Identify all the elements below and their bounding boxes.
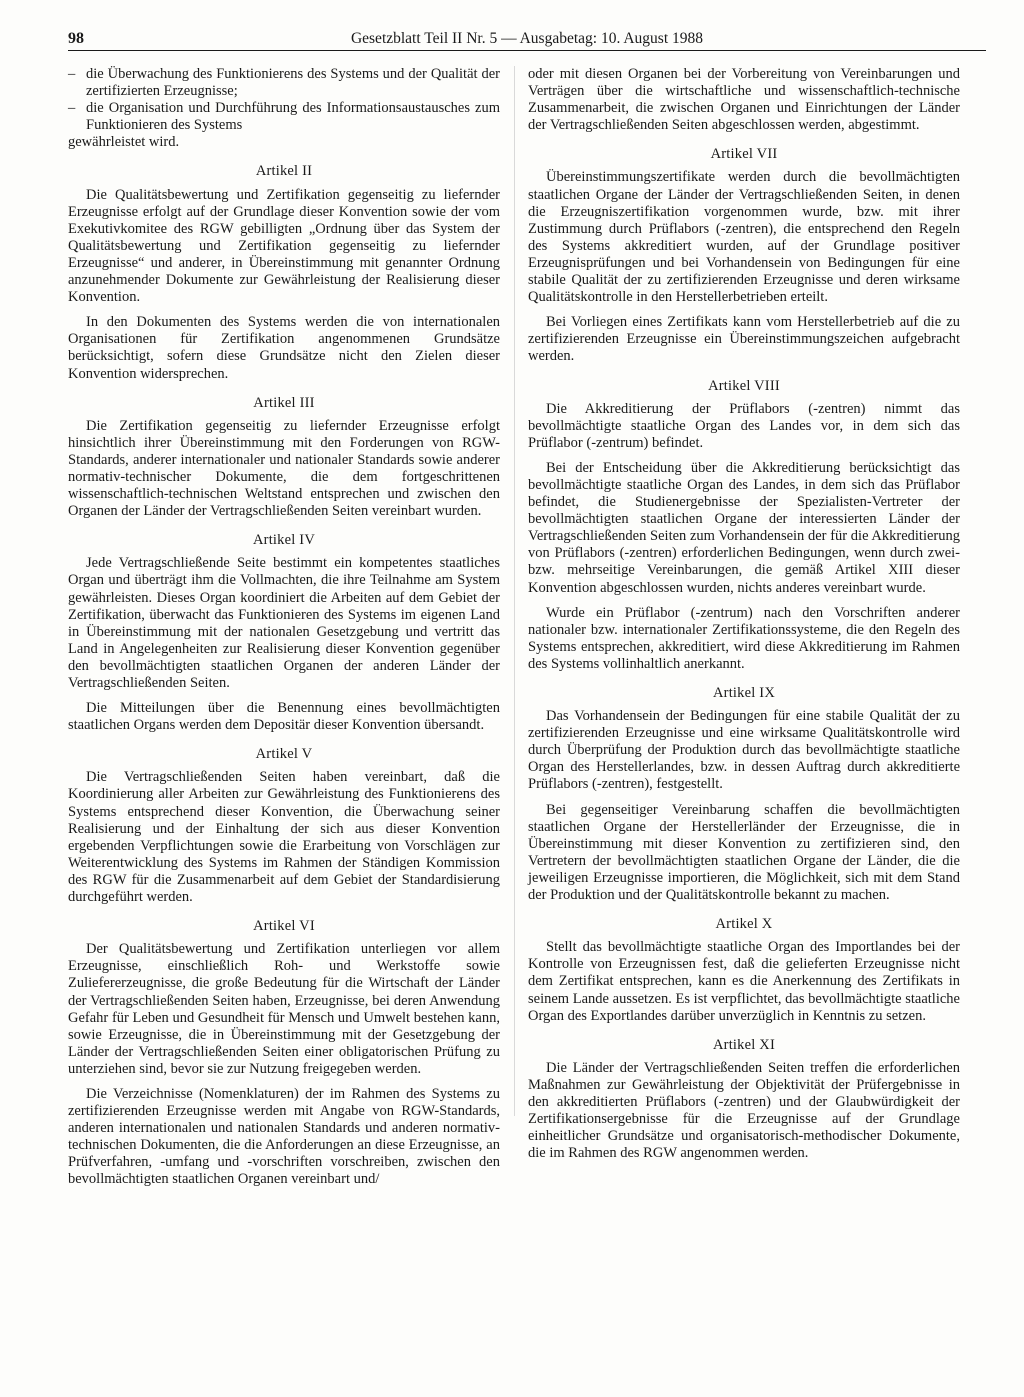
paragraph: Das Vorhandensein der Bedingungen für eine stabile Qualität der zu zertifizierenden Erzeugnisse und eine wirksame Qualitätskontrolle wird durch Überprüfung der Produktion durch das bevollmächtigte staatliche Organ des Herstellerlandes, bzw. in dessen Auftrag durch akkreditierte Prüflabors (-zentren), festgestellt.	[528, 708, 960, 793]
column-divider	[514, 66, 515, 1116]
article-heading: Artikel X	[715, 916, 773, 933]
paragraph: Wurde ein Prüflabor (-zentrum) nach den Vorschriften anderer nationaler bzw. internationaler Zertifikationssysteme, die den Regeln des Systems entsprechen, akkreditiert, wird diese Akkreditierung im Rahmen des Systems vollinhaltlich anerkannt.	[528, 604, 960, 672]
paragraph: Jede Vertragschließende Seite bestimmt ein kompetentes staatliches Organ und überträgt ihm die Vollmachten, die ihre Teilnahme am System gewährleisten. Dieses Organ koordiniert die Arbeiten auf dem Gebiet der Zertifikation, überwacht das Funktionieren des Systems im eigenen Land in Übereinstimmung mit der nationalen Gesetzgebung und vertritt das Land in Angelegenheiten zur Realisierung dieser Konvention gegenüber den bevollmächtigten staatlichen Organen der anderen Länder der Vertragschließenden Seiten.	[68, 555, 500, 691]
continuation-paragraph: oder mit diesen Organen bei der Vorbereitung von Vereinbarungen und Verträgen über die wirtschaftliche und wissenschaftlich-technische Zusammenarbeit, die zwischen Organen und Einrichtungen der Länder der Vertragschließenden Seiten abgeschlossen werden, abgestimmt.	[528, 66, 960, 134]
closing-text: gewährleistet wird.	[68, 134, 180, 151]
paragraph: Die Qualitätsbewertung und Zertifikation gegenseitig zu liefernder Erzeugnisse erfolgt auf der Grundlage dieser Konvention sowie der vom Exekutivkomitee des RGW gebilligten „Ordnung über das System der Qualitätsbewertung und Zertifikation gegenseitig zu liefernder Erzeugnisse“ und anderer, in Übereinstimmung mit genannter Ordnung anzunehmender Dokumente zur Gewährleistung der Realisierung dieser Konvention.	[68, 186, 500, 306]
paragraph: Die Akkreditierung der Prüflabors (-zentren) nimmt das bevollmächtigte staatliche Organ des Landes vor, in dem sich das Prüflabor (-zentrum) befindet.	[528, 400, 960, 451]
paragraph: Stellt das bevollmächtigte staatliche Organ des Importlandes bei der Kontrolle von Erzeugnissen fest, daß die gelieferten Erzeugnisse nicht dem Zertifikat entsprechen, kann es die Anerkennung des Zertifikats in seinem Lande aussetzen. Es ist verpflichtet, das bevollmächtigte staatliche Organ des Exportlandes darüber unverzüglich in Kenntnis zu setzen.	[528, 939, 960, 1024]
article-heading: Artikel III	[253, 394, 315, 411]
article-heading: Artikel XI	[713, 1036, 775, 1053]
paragraph: Die Verzeichnisse (Nomenklaturen) der im Rahmen des Systems zu zertifizierenden Erzeugnisse werden mit Angabe von RGW-Standards, anderen internationalen und nationalen Standards und anderen normativ-technischen Dokumenten, die die Anforderungen an diese Erzeugnisse, an Prüfverfahren, -umfang und -vorschriften vorschreiben, zwischen den bevollmächtigten staatlichen Organen vereinbart und/	[68, 1085, 500, 1188]
article-heading: Artikel II	[255, 163, 313, 180]
paragraph: Bei Vorliegen eines Zertifikats kann vom Herstellerbetrieb auf die zu zertifizierenden Erzeugnisse ein Übereinstimmungszeichen aufgebracht werden.	[528, 314, 960, 365]
paragraph: Bei gegenseitiger Vereinbarung schaffen die bevollmächtigten staatlichen Organe der Herstellerländer der Erzeugnisse, die in Übereinstimmung mit dieser Konvention zu zertifizieren sind, den Vertretern der bevollmächtigten staatlichen Organe der Länder, die die jeweiligen Erzeugnisse importieren, die Möglichkeit, sich mit dem Stand der Produktion und der Qualitätskontrolle bekannt zu machen.	[528, 801, 960, 904]
paragraph: Die Vertragschließenden Seiten haben vereinbart, daß die Koordinierung aller Arbeiten zur Gewährleistung des Funktionierens des Systems entsprechend dieser Konvention, die Überwachung seiner Realisierung und der Einhaltung der sich aus dieser Konvention ergebenden Verpflichtungen sowie die Erarbeitung von Vorschlägen zur Weiterentwicklung des Systems im Rahmen der Ständigen Kommission des RGW für die Zusammenarbeit auf dem Gebiet der Standardisierung durchgeführt werden.	[68, 769, 500, 906]
paragraph: Die Mitteilungen über die Benennung eines bevollmächtigten staatlichen Organs werden dem Depositär dieser Konvention übersandt.	[68, 700, 500, 734]
paragraph: Der Qualitätsbewertung und Zertifikation unterliegen vor allem Erzeugnisse, einschließlich Roh- und Werkstoffe sowie Zuliefererzeugnisse, die große Bedeutung für die Wirtschaft der Länder der Vertragschließenden Seiten haben, Erzeugnisse, bei deren Anwendung Gefahr für Leben und Gesundheit für Mensch und Umwelt bestehen kann, sowie Erzeugnisse, die in Übereinstimmung mit der Gesetzgebung der Länder der Vertragschließenden Seiten einer obligatorischen Prüfung zu unterziehen sind, bevor sie zur Nutzung freigegeben werden.	[68, 941, 500, 1077]
article-heading: Artikel IX	[713, 685, 775, 701]
left-column	[68, 66, 500, 1197]
article-heading: Artikel VI	[253, 918, 315, 935]
paragraph: Übereinstimmungszertifikate werden durch die bevollmächtigten staatlichen Organe der Länder der Vertragschließenden Seiten, in denen die Erzeugniszertifikation vorgenommen wurde, bzw. mit ihrer Zustimmung durch Prüflabors (-zentren), die entsprechend den Regeln des Systems akkreditiert wurden, auf der Grundlage positiver Erzeugnisprüfungen und bei Vorhandensein von Bedingungen für eine stabile Qualität der zu zertifizierenden Erzeugnisse und deren wirksame Qualitätskontrolle in den Herstellerbetrieben erteilt.	[528, 169, 960, 306]
list-item: – die Überwachung des Funktionierens des Systems und der Qualität der zertifizierten Erzeugnisse;	[68, 66, 500, 100]
paragraph: Die Zertifikation gegenseitig zu liefernder Erzeugnisse erfolgt hinsichtlich ihrer Übereinstimmung mit den Forderungen von RGW-Standards, anderer internationaler und nationaler Standards sowie anderer normativ-technischer Dokumente, die dem fortgeschrittenen wissenschaftlich-technischen Weltstand entsprechen und zwischen den Organen der Länder der Vertragschließenden Seiten vereinbart wurden.	[68, 417, 500, 520]
page-header	[68, 28, 986, 51]
article-heading: Artikel VII	[710, 146, 778, 163]
right-column	[528, 66, 960, 1170]
paragraph: In den Dokumenten des Systems werden die von internationalen Organisationen für Zertifikation angenommenen Grundsätze berücksichtigt, sofern diese Grundsätze nicht den Zielen dieser Konvention widersprechen.	[68, 314, 500, 382]
list-item: – die Organisation und Durchführung des Informationsaustausches zum Funktionieren des Systems	[68, 100, 500, 134]
paragraph: Bei der Entscheidung über die Akkreditierung berücksichtigt das bevollmächtigte staatliche Organ des Landes, in dem sich das Prüflabor befindet, die Studienergebnisse der Spezialisten-Vertreter der bevollmächtigten staatlichen Organe der interessierten Länder der Vertragschließenden Seiten zum Vorhandensein der für die Akkreditierung von Prüflabors (-zentren) erforderlichen Bedingungen, wenn durch zwei- bzw. mehrseitige Vereinbarungen, die gemäß Artikel XIII dieser Konvention abgeschlossen wurden, nichts anderes vereinbart wurde.	[528, 459, 960, 596]
dash-bullet: –	[68, 66, 76, 82]
header-title: Gesetzblatt Teil II Nr. 5 — Ausgabetag: 10. August 1988	[350, 30, 704, 47]
article-heading: Artikel V	[255, 746, 313, 763]
dash-bullet: –	[68, 100, 76, 117]
article-heading: Artikel IV	[253, 532, 315, 549]
paragraph: Die Länder der Vertragschließenden Seiten treffen die erforderlichen Maßnahmen zur Gewährleistung der Objektivität der Prüfergebnisse in den akkreditierten Prüflabors (-zentren) und der Glaubwürdigkeit der Zertifikationsergebnisse für die Erzeugnisse auf der Grundlage einheitlicher Grundsätze und organisatorisch-methodischer Dokumente, die im Rahmen des RGW angenommen werden.	[528, 1059, 960, 1162]
article-heading: Artikel VIII	[708, 377, 780, 394]
page-number: 98	[68, 30, 84, 47]
